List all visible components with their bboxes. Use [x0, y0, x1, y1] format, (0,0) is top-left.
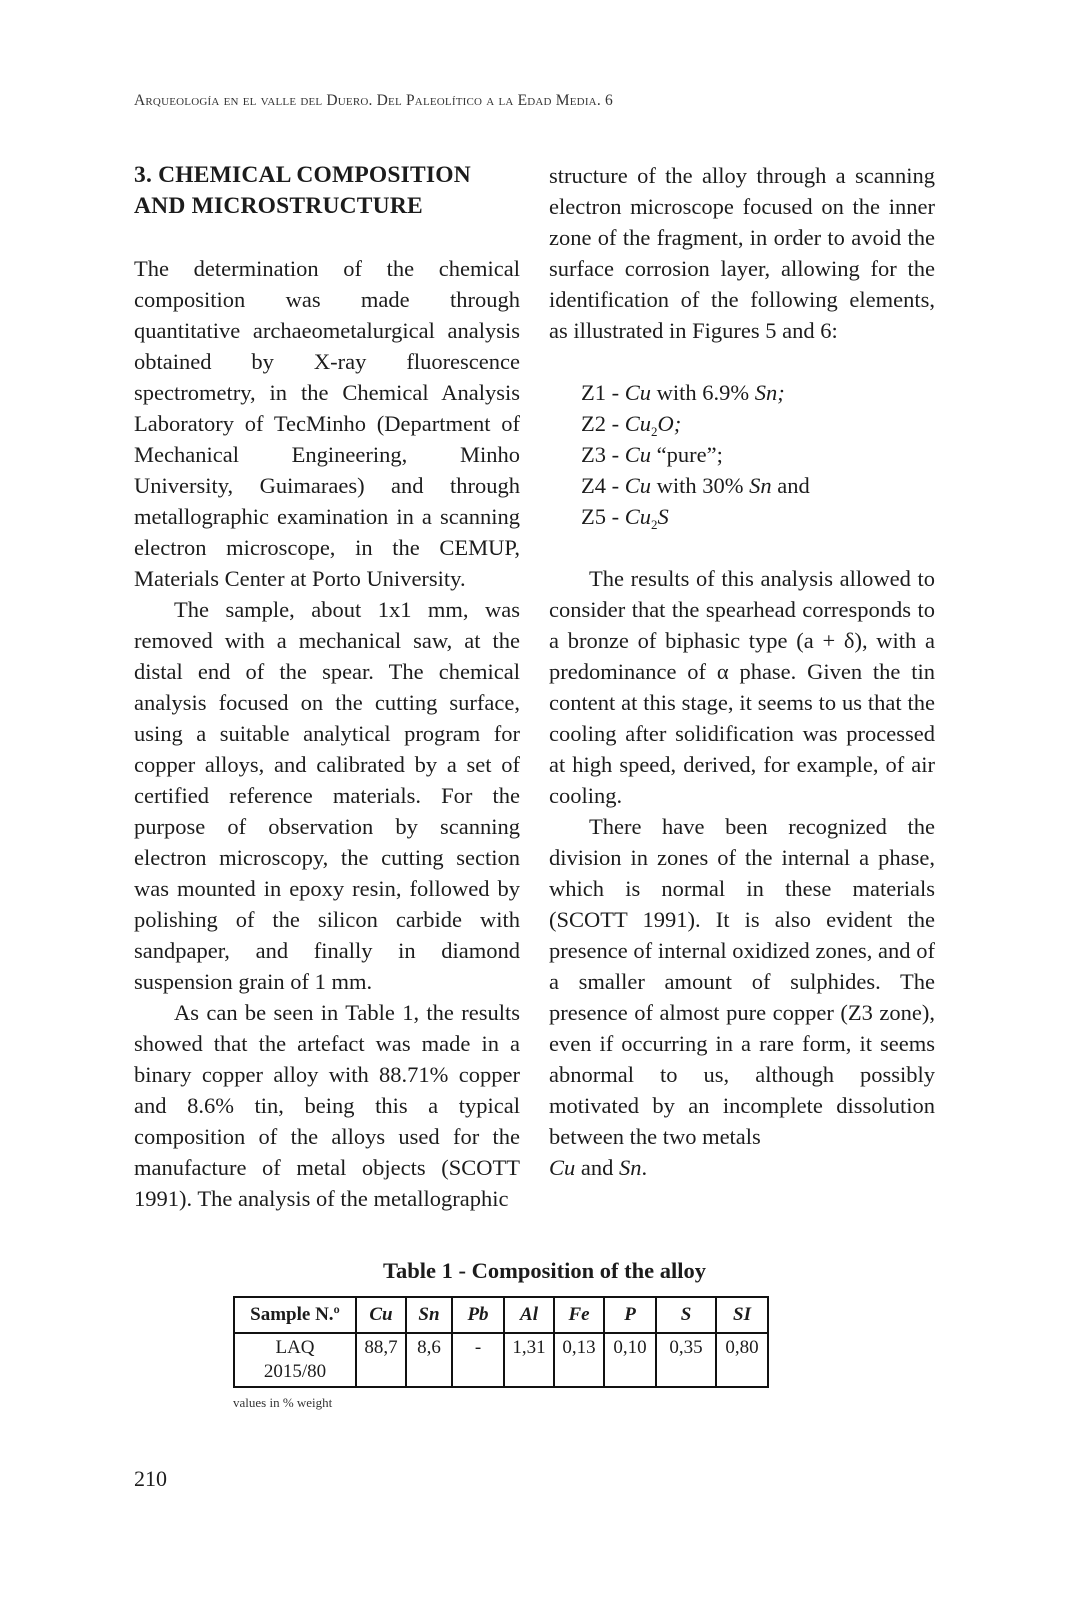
zone-item-z4: Z4 - Cu with 30% Sn and — [581, 473, 810, 498]
table-caption: Table 1 - Composition of the alloy — [383, 1258, 706, 1283]
composition-table — [233, 1296, 769, 1388]
value-cell: 0,13 — [554, 1333, 604, 1387]
paragraph: There have been recognized the division in zones of the internal a phase, which is normal in these materials (SCOTT 1991). It is also evident the presence of internal oxidized zones, and of a smaller amount of sulphides. The presence of almost pure copper (Z3 zone), even if occurring in a rare form, it seems abnormal to us, although possibly motivated by an incomplete dissolution between the two metals — [549, 814, 935, 1149]
value-cell: 0,80 — [716, 1333, 768, 1387]
table-row — [234, 1333, 768, 1387]
section-heading — [134, 160, 520, 222]
column-header: Fe — [554, 1297, 604, 1333]
column-header: SI — [716, 1297, 768, 1333]
paragraph: structure of the alloy through a scanning electron microscope focused on the inner zone of the fragment, in order to avoid the surface corrosion layer, allowing for the identification of the following elements, as illustrated in Figures 5 and 6: — [549, 163, 935, 343]
paragraph-last-line: Cu and Sn. — [549, 1155, 648, 1180]
column-header: Sn — [406, 1297, 452, 1333]
paragraph: As can be seen in Table 1, the results showed that the artefact was made in a binary copper alloy with 88.71% copper and 8.6% tin, being this a typical composition of the alloys used for the manufacture of metal objects (SCOTT 1991). The analysis of the metallographic — [134, 1000, 520, 1211]
value-cell: 1,31 — [504, 1333, 554, 1387]
zone-list — [581, 377, 935, 532]
paragraph: The results of this analysis allowed to consider that the spearhead corresponds to a bronze of biphasic type (a + δ), with a predominance of α phase. Given the tin content at this stage, it seems to us that the cooling after solidification was processed at high speed, derived, for example, of air cooling. — [549, 566, 935, 808]
zone-item-z3: Z3 - Cu “pure”; — [581, 442, 723, 467]
value-cell: 88,7 — [356, 1333, 406, 1387]
running-header: Arqueología en el valle del Duero. Del Paleolítico a la Edad Media. 6 — [134, 92, 613, 109]
paragraph: The determination of the chemical composition was made through quantitative archaeometalurgical analysis obtained by X-ray fluorescence spectrometry, in the Chemical Analysis Laboratory of TecMinho (Department of Mechanical Engineering, Minho University, Guimaraes) and through metallographic examination in a scanning electron microscope, in the CEMUP, Materials Center at Porto University. — [134, 256, 520, 591]
column-header: Cu — [356, 1297, 406, 1333]
section-heading-line-2: AND MICROSTRUCTURE — [134, 193, 423, 219]
table-note: values in % weight — [233, 1395, 333, 1410]
column-header: P — [604, 1297, 656, 1333]
value-cell: - — [452, 1333, 504, 1387]
column-header: Al — [504, 1297, 554, 1333]
column-header: Pb — [452, 1297, 504, 1333]
section-heading-line-1: 3. CHEMICAL COMPOSITION — [134, 162, 471, 188]
page-number: 210 — [134, 1466, 167, 1491]
zone-item-z5: $Z5 - Cu_2S$ — [581, 504, 669, 532]
column-header: S — [656, 1297, 716, 1333]
value-cell: 0,35 — [656, 1333, 716, 1387]
sample-cell: LAQ 2015/80 — [234, 1333, 356, 1387]
value-cell: 8,6 — [406, 1333, 452, 1387]
column-header: Sample N.º — [234, 1297, 356, 1333]
zone-item-z1: Z1 - Cu with 6.9% Sn; — [581, 380, 785, 405]
right-column — [549, 160, 935, 1183]
zone-item-z2: $Z2 - Cu_2O$; — [581, 411, 682, 439]
left-column — [134, 160, 520, 1214]
table-header-row — [234, 1297, 768, 1333]
value-cell: 0,10 — [604, 1333, 656, 1387]
paragraph: The sample, about 1x1 mm, was removed with a mechanical saw, at the distal end of the spear. The chemical analysis focused on the cutting surface, using a suitable analytical program for copper alloys, and calibrated by a set of certified reference materials. For the purpose of observation by scanning electron microscopy, the cutting section was mounted in epoxy resin, followed by polishing of the silicon carbide with sandpaper, and finally in diamond suspension grain of 1 mm. — [134, 597, 520, 994]
